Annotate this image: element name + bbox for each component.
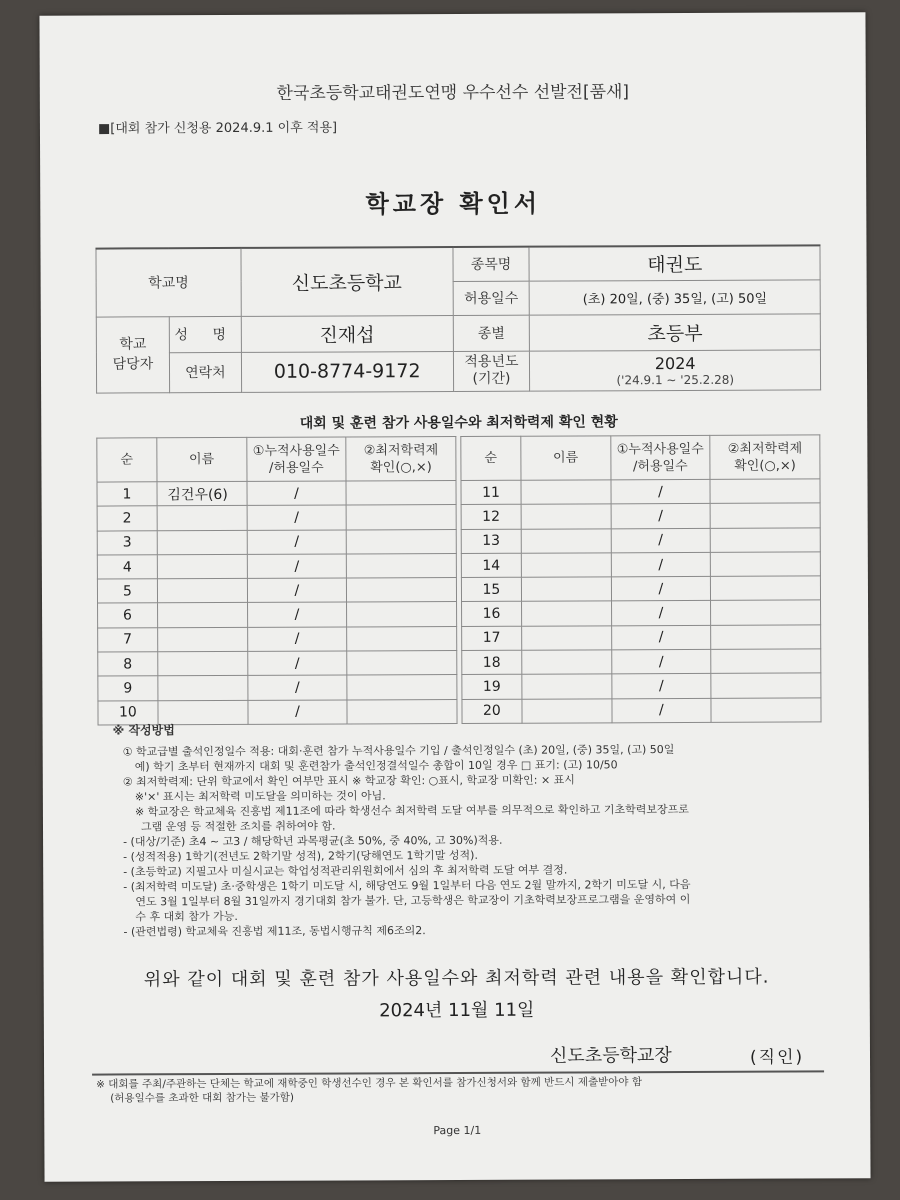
table-row [462,698,821,724]
instruction-line: - (최저학력 미도달) 초·중학생은 1학기 미도달 시, 해당연도 9월 1일부터 다음 연도 2월 말까지, 2학기 미도달 시, 다음 [123,877,691,894]
min-academic-cell[interactable] [711,673,821,698]
allowed-days-label: 허용일수 [453,281,530,315]
row-number[interactable]: 10 [98,700,158,725]
player-name-cell[interactable] [157,506,247,531]
table-row [98,699,457,725]
table-row [97,505,456,531]
min-academic-cell[interactable] [346,529,456,554]
col-name-header: 이름 [521,436,611,480]
usage-days-cell[interactable]: / [247,578,347,603]
col-name-header: 이름 [157,437,247,481]
row-number[interactable]: 17 [462,626,522,651]
footnote-line-2: (허용일수를 초과한 대회 참가는 불가함) [110,1091,295,1105]
table-row [462,673,821,699]
row-number[interactable]: 18 [462,650,522,675]
min-academic-cell[interactable] [346,505,456,530]
instruction-line: 예) 학기 초부터 현재까지 대회 및 훈련참가 출석인정결석일수 총합이 10일 경우 □ 표기: (고) 10/50 [134,758,618,774]
player-name-cell[interactable] [157,603,247,628]
min-academic-cell[interactable] [711,600,821,625]
min-academic-cell[interactable] [347,578,457,603]
player-name-cell[interactable] [158,676,248,701]
player-name-cell[interactable] [158,651,248,676]
row-number[interactable]: 16 [462,602,522,627]
usage-days-cell[interactable]: / [247,627,347,652]
info-table [95,244,821,393]
period-value: ('24.9.1 ~ '25.2.28) [616,372,735,387]
usage-days-cell[interactable]: / [611,552,711,577]
usage-days-cell[interactable]: / [611,601,711,626]
usage-days-cell[interactable]: / [612,698,712,723]
col-no-header: 순 [97,438,157,482]
division-label: 종별 [453,315,530,351]
table-row [461,479,820,505]
min-academic-cell[interactable] [710,527,820,552]
usage-days-cell[interactable]: / [611,577,711,602]
usage-days-cell[interactable]: / [611,479,711,504]
min-academic-cell[interactable] [347,626,457,651]
usage-days-cell[interactable]: / [247,530,347,555]
page-number: Page 1/1 [433,1123,482,1138]
instruction-line: - (성적적용) 1학기(전년도 2학기말 성적), 2학기(당해연도 1학기말 성적). [123,848,478,864]
table-row [462,649,821,675]
table-row [97,578,456,604]
row-number[interactable]: 7 [98,628,158,653]
player-name-cell[interactable] [521,601,611,626]
usage-days-cell[interactable]: / [611,504,711,529]
signer-name: 신도초등학교장 [549,1045,672,1067]
row-number[interactable]: 19 [462,675,522,700]
instruction-line: ② 최저학력제: 단위 학교에서 확인 여부만 표시 ※ 학교장 확인: ○표시, 학교장 미확인: × 표시 [122,773,575,789]
school-value: 신도초등학교 [241,247,453,316]
instruction-line: 연도 3월 1일부터 8월 31일까지 경기대회 참가 불가. 단, 고등학생은 학교장이 기초학력보장프로그램을 운영하여 이 [135,892,691,909]
row-number[interactable]: 1 [97,482,157,507]
year-cell [530,349,821,390]
row-number[interactable]: 15 [461,577,521,602]
player-name-cell[interactable] [521,577,611,602]
table-row [97,529,456,555]
instruction-line: ※ 학교장은 학교체육 진흥법 제11조에 따라 학생선수 최저학력 도달 여부를 의무적으로 확인하고 기초학력보장프로 [134,802,689,819]
row-number[interactable]: 4 [97,555,157,580]
instructions-heading: ※ 작성방법 [112,723,175,738]
row-number[interactable]: 11 [461,480,521,505]
row-number[interactable]: 20 [462,699,522,724]
table-row [97,553,456,579]
footnote [96,1074,826,1105]
table-row [461,576,820,602]
player-name-cell[interactable] [521,504,611,529]
col-min-header: ②최저학력제 확인(○,×) [346,436,456,480]
division-value: 초등부 [530,313,821,350]
official-seal-label: (직인) [749,1047,805,1068]
competition-title: 한국초등학교태권도연맹 우수선수 선발전[품새] [276,82,630,104]
footnote-line-1: ※ 대회를 주최/주관하는 단체는 학교에 재학중인 학생선수인 경우 본 확인서를 참가신청서와 함께 반드시 제출받아야 함 [96,1076,643,1091]
instruction-line: 그램 운영 등 적절한 조치를 취하여야 함. [140,819,336,834]
table-row [462,600,821,626]
instruction-line: ① 학교급별 출석인정일수 적용: 대회·훈련 참가 누적사용일수 기입 / 출석인정일수 (초) 20일, (중) 35일, (고) 50일 [122,743,675,759]
player-name-cell[interactable]: 김건우(6) [157,481,247,506]
usage-days-cell[interactable]: / [247,481,347,506]
school-label: 학교명 [96,248,241,317]
instruction-line: ※'×' 표시는 최저학력 미도달을 의미하는 것이 아님. [134,789,386,804]
player-name-cell[interactable] [157,530,247,555]
usage-days-cell[interactable]: / [247,651,347,676]
table-row [461,552,820,578]
usage-days-cell[interactable]: / [247,505,347,530]
col-days-header: ①누적사용일수 /허용일수 [610,435,710,479]
player-name-cell[interactable] [157,554,247,579]
row-number[interactable]: 5 [97,579,157,604]
instruction-line: - (초등학교) 지필고사 미실시교는 학업성적관리위원회에서 심의 후 최저학력 도달 여부 결정. [123,863,568,879]
player-name-cell[interactable] [521,553,611,578]
table-row [98,626,457,652]
min-academic-cell[interactable] [347,699,457,724]
usage-days-cell[interactable]: / [611,528,711,553]
usage-days-cell[interactable]: / [247,602,347,627]
table-row [462,625,821,651]
table-row [98,651,457,677]
status-table-right [460,434,821,724]
year-value: 2024 [654,353,696,373]
row-number[interactable]: 13 [461,529,521,554]
name-label: 성 명 [169,316,241,352]
min-academic-cell[interactable] [711,552,821,577]
document-title: 학교장 확인서 [365,189,542,219]
min-academic-cell[interactable] [347,602,457,627]
confirmation-statement: 위와 같이 대회 및 훈련 참가 사용일수와 최저학력 관련 내용을 확인합니다. [143,966,770,991]
min-academic-cell[interactable] [711,576,821,601]
min-academic-cell[interactable] [711,625,821,650]
min-academic-cell[interactable] [347,651,457,676]
row-number[interactable]: 14 [461,553,521,578]
min-academic-cell[interactable] [710,503,820,528]
table-row [98,675,457,701]
player-name-cell[interactable] [521,626,611,651]
contact-label: 연락처 [169,352,241,392]
document-paper [39,12,870,1182]
instruction-line: - (대상/기준) 초4 ~ 고3 / 해당학년 과목평균(초 50%, 중 40%, 고 30%)적용. [123,833,503,849]
row-number[interactable]: 9 [98,676,158,701]
row-number[interactable]: 2 [97,506,157,531]
issue-date: 2024년 11월 11일 [379,999,535,1022]
row-number[interactable]: 6 [98,603,158,628]
player-name-cell[interactable] [522,650,612,675]
usage-days-cell[interactable]: / [247,675,347,700]
status-section-title: 대회 및 훈련 참가 사용일수와 최저학력제 확인 현황 [299,414,618,432]
manager-name-value: 진재섭 [241,315,453,352]
writing-instructions [113,720,814,939]
instruction-line: 수 후 대회 참가 가능. [135,909,238,924]
player-name-cell[interactable] [521,528,611,553]
col-days-header: ①누적사용일수 /허용일수 [246,437,346,481]
table-row [97,480,456,506]
usage-days-cell[interactable]: / [248,700,348,725]
usage-days-cell[interactable]: / [611,625,711,650]
table-row [461,503,820,529]
player-name-cell[interactable] [157,627,247,652]
allowed-days-value: (초) 20일, (중) 35일, (고) 50일 [530,279,821,314]
min-academic-cell[interactable] [347,675,457,700]
year-label: 적용년도 (기간) [453,351,530,391]
instruction-line: - (관련법령) 학교체육 진흥법 제11조, 동법시행규칙 제6조의2. [123,924,426,939]
player-name-cell[interactable] [158,700,248,725]
status-table-left [96,436,457,726]
row-number[interactable]: 8 [98,652,158,677]
min-academic-cell[interactable] [346,480,456,505]
col-no-header: 순 [461,436,521,480]
min-academic-cell[interactable] [711,649,821,674]
player-name-cell[interactable] [521,480,611,505]
min-academic-cell[interactable] [711,698,821,723]
usage-days-cell[interactable]: / [247,554,347,579]
usage-days-cell[interactable]: / [611,649,711,674]
player-name-cell[interactable] [522,698,612,723]
col-min-header: ②최저학력제 확인(○,×) [710,435,820,479]
event-value: 태권도 [529,245,820,280]
row-number[interactable]: 12 [461,505,521,530]
player-name-cell[interactable] [522,674,612,699]
row-number[interactable]: 3 [97,530,157,555]
application-note: ■[대회 참가 신청용 2024.9.1 이후 적용] [97,120,338,137]
contact-value: 010-8774-9172 [241,351,453,392]
min-academic-cell[interactable] [347,553,457,578]
manager-label: 학교 담당자 [96,316,169,392]
player-name-cell[interactable] [157,579,247,604]
table-row [461,527,820,553]
table-row [98,602,457,628]
event-label: 종목명 [452,247,529,281]
min-academic-cell[interactable] [710,479,820,504]
usage-days-cell[interactable]: / [611,674,711,699]
